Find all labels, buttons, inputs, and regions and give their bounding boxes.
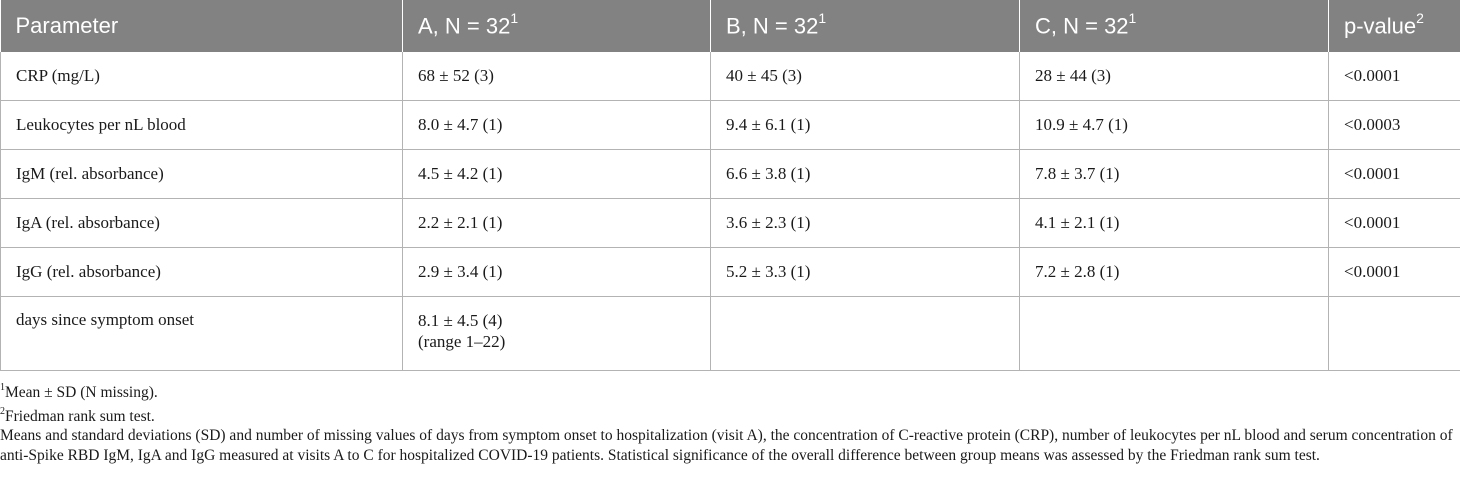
header-row xyxy=(1,0,1460,52)
footnote xyxy=(0,403,1460,427)
cell-p-value: <0.0001 xyxy=(1329,150,1460,199)
cell-visit-a: 68 ± 52 (3) xyxy=(403,52,711,101)
cell-visit-a xyxy=(403,297,711,371)
footnote-marker: 1 xyxy=(0,382,5,393)
cell-visit-c: 7.8 ± 3.7 (1) xyxy=(1020,150,1329,199)
cell-parameter: IgA (rel. absorbance) xyxy=(1,199,403,248)
cell-visit-a: 2.9 ± 3.4 (1) xyxy=(403,248,711,297)
cell-visit-c: 28 ± 44 (3) xyxy=(1020,52,1329,101)
table-row xyxy=(1,150,1460,199)
cell-p-value: <0.0003 xyxy=(1329,101,1460,150)
header-visit-c: C, $N = 32^1$ xyxy=(1020,0,1329,52)
cell-visit-b: 6.6 ± 3.8 (1) xyxy=(711,150,1020,199)
cell-p-value xyxy=(1329,297,1460,371)
cell-visit-b xyxy=(711,297,1020,371)
cell-visit-a-line2: (range 1–22) xyxy=(418,332,506,351)
cell-parameter: IgM (rel. absorbance) xyxy=(1,150,403,199)
table-caption: Means and standard deviations (SD) and number of missing values of days from symptom onset to hospitalization (visit A), the concentration of C-reactive protein (CRP), number of leukocytes per nL blood and serum concentration of anti-Spike RBD IgM, IgA and IgG measured at visits A to C for hospitalized COVID-19 patients. Statistical significance of the overall difference between group means was assessed by the Friedman rank sum test. xyxy=(0,427,1453,464)
cell-parameter: IgG (rel. absorbance) xyxy=(1,248,403,297)
cell-visit-b: 5.2 ± 3.3 (1) xyxy=(711,248,1020,297)
footnote-marker: 2 xyxy=(0,405,5,417)
cell-visit-a-line1: 8.1 ± 4.5 (4) xyxy=(418,311,503,330)
table-row xyxy=(1,248,1460,297)
footnote-text: Friedman rank sum test. xyxy=(5,407,155,425)
cell-visit-c: 7.2 ± 2.8 (1) xyxy=(1020,248,1329,297)
cell-visit-a: 4.5 ± 4.2 (1) xyxy=(403,150,711,199)
header-visit-b: B, $N = 32^1$ xyxy=(711,0,1020,52)
header-parameter: Parameter xyxy=(1,0,403,52)
table-row xyxy=(1,199,1460,248)
cell-p-value: <0.0001 xyxy=(1329,199,1460,248)
cell-parameter: CRP (mg/L) xyxy=(1,52,403,101)
footnote xyxy=(0,379,1460,403)
cell-visit-a: 2.2 ± 2.1 (1) xyxy=(403,199,711,248)
cell-visit-b: 3.6 ± 2.3 (1) xyxy=(711,199,1020,248)
cell-visit-c: 10.9 ± 4.7 (1) xyxy=(1020,101,1329,150)
table-row xyxy=(1,297,1460,371)
cell-visit-c xyxy=(1020,297,1329,371)
table-row xyxy=(1,101,1460,150)
header-visit-a: A, $N = 32^1$ xyxy=(403,0,711,52)
table-row xyxy=(1,52,1460,101)
cell-visit-a: 8.0 ± 4.7 (1) xyxy=(403,101,711,150)
cell-p-value: <0.0001 xyxy=(1329,52,1460,101)
footnote-text: Mean ± SD (N missing). xyxy=(5,384,158,402)
table-notes xyxy=(0,379,1460,465)
cell-visit-b: 9.4 ± 6.1 (1) xyxy=(711,101,1020,150)
cell-visit-b: 40 ± 45 (3) xyxy=(711,52,1020,101)
cell-p-value: <0.0001 xyxy=(1329,248,1460,297)
header-p-value: p-value$^2$ xyxy=(1329,0,1460,52)
cell-parameter: Leukocytes per nL blood xyxy=(1,101,403,150)
cell-visit-c: 4.1 ± 2.1 (1) xyxy=(1020,199,1329,248)
cell-parameter: days since symptom onset xyxy=(1,297,403,371)
